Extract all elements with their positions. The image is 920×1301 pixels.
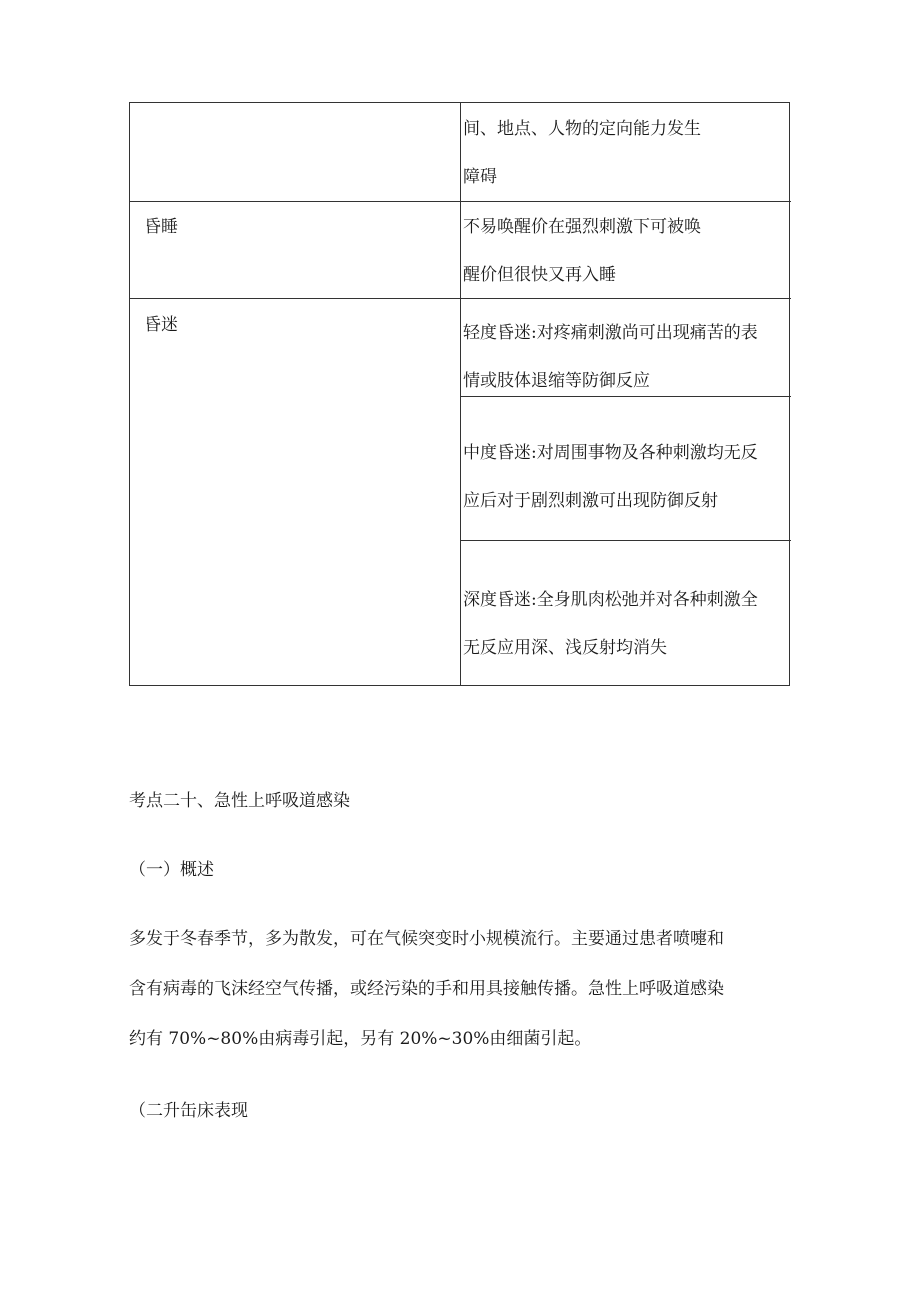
- paragraph-line: 多发于冬春季节，多为散发，可在气候突变时小规模流行。主要通过患者喷嚏和: [129, 929, 724, 949]
- description-line: 间、地点、人物的定向能力发生: [463, 119, 701, 139]
- section-heading: 考点二十、急性上呼吸道感染: [129, 791, 350, 811]
- description-line: 无反应用深、浅反射均消失: [463, 638, 667, 658]
- table-cell-description: [463, 309, 758, 405]
- description-line: 醒价但很快又再入睡: [463, 265, 616, 285]
- table-cell-description: [463, 429, 758, 525]
- table-column-divider: [460, 103, 461, 685]
- description-line: 障碍: [463, 167, 497, 187]
- subheading-overview: （一）概述: [129, 860, 214, 880]
- table-cell-description: [463, 203, 701, 299]
- description-line: 中度昏迷:对周围事物及各种刺激均无反: [463, 443, 758, 463]
- table-cell-term: [144, 301, 178, 349]
- consciousness-table: [129, 102, 790, 686]
- table-cell-description: [463, 576, 758, 672]
- term-text: 昏迷: [144, 315, 178, 335]
- table-cell-description: [463, 105, 701, 201]
- paragraph-line: 约有 70%~80%由病毒引起，另有 20%~30%由细菌引起。: [129, 1029, 592, 1049]
- description-line: 轻度昏迷:对疼痛刺激尚可出现痛苦的表: [463, 323, 758, 343]
- term-text: 昏睡: [144, 217, 178, 237]
- overview-paragraph: [129, 914, 791, 1064]
- description-line: 应后对于剧烈刺激可出现防御反射: [463, 491, 718, 511]
- paragraph-line: 含有病毒的飞沫经空气传播，或经污染的手和用具接触传播。急性上呼吸道感染: [129, 979, 724, 999]
- description-line: 情或肢体退缩等防御反应: [463, 371, 650, 391]
- table-row-divider: [130, 201, 791, 202]
- description-line: 深度昏迷:全身肌肉松弛并对各种刺激全: [463, 590, 758, 610]
- description-line: 不易唤醒价在强烈刺激下可被唤: [463, 217, 701, 237]
- table-cell-term: [144, 203, 178, 251]
- table-row-divider: [460, 540, 791, 541]
- subheading-clinical: （二升缶床表现: [129, 1101, 248, 1121]
